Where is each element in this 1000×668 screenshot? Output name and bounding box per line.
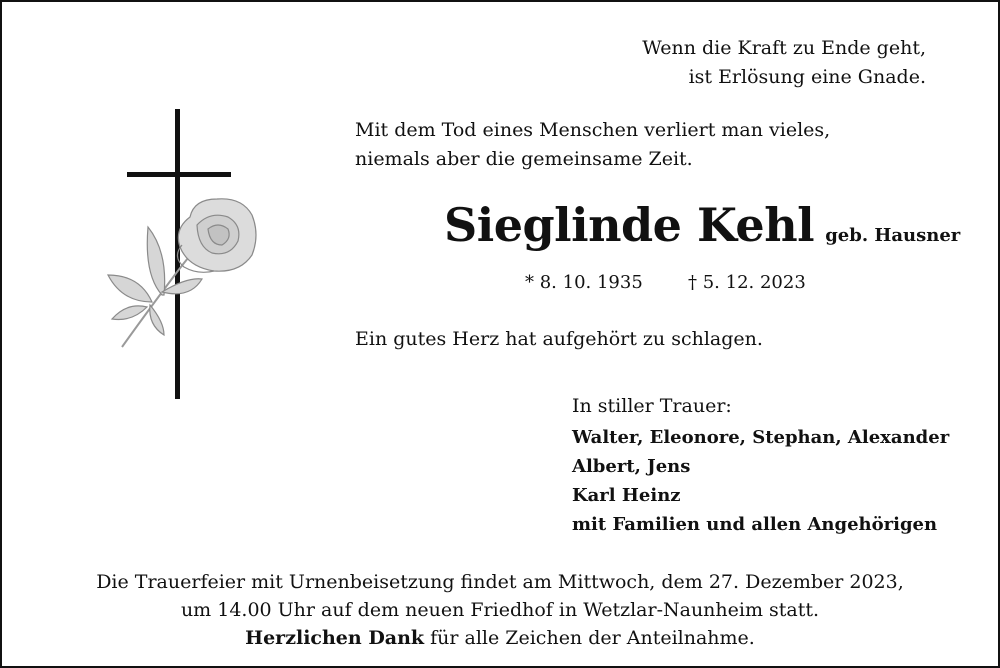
thanks-rest: für alle Zeichen der Anteilnahme. bbox=[424, 627, 755, 649]
intro-line-2: niemals aber die gemeinsame Zeit. bbox=[355, 148, 693, 170]
mourners-names bbox=[572, 423, 949, 539]
death-date: † 5. 12. 2023 bbox=[688, 272, 806, 293]
intro-quote bbox=[355, 116, 830, 174]
heart-line: Ein gutes Herz hat aufgehört zu schlagen. bbox=[355, 328, 763, 350]
motto bbox=[642, 34, 926, 92]
maiden-name: geb. Hausner bbox=[825, 225, 961, 246]
mourner-line: Karl Heinz bbox=[572, 485, 681, 506]
intro-line-1: Mit dem Tod eines Menschen verliert man vieles, bbox=[355, 119, 831, 141]
mourner-line: mit Familien und allen Angehörigen bbox=[572, 514, 938, 535]
mourner-line: Albert, Jens bbox=[572, 456, 691, 477]
mourners-label: In stiller Trauer: bbox=[572, 395, 732, 417]
cross-with-rose bbox=[102, 107, 267, 402]
mourner-line: Walter, Eleonore, Stephan, Alexander bbox=[572, 427, 950, 448]
thanks-bold: Herzlichen Dank bbox=[245, 627, 425, 649]
service-line-1: Die Trauerfeier mit Urnenbeisetzung findet am Mittwoch, dem 27. Dezember 2023, bbox=[96, 571, 904, 593]
birth-date: * 8. 10. 1935 bbox=[525, 272, 643, 293]
deceased-name: Sieglinde Kehl bbox=[444, 198, 815, 252]
service-line-2: um 14.00 Uhr auf dem neuen Friedhof in Wetzlar-Naunheim statt. bbox=[180, 599, 820, 621]
rose-icon bbox=[108, 199, 256, 347]
motto-line-2: ist Erlösung eine Gnade. bbox=[688, 66, 926, 88]
motto-line-1: Wenn die Kraft zu Ende geht, bbox=[642, 37, 926, 59]
service-info bbox=[2, 568, 998, 652]
deceased-name-line bbox=[444, 198, 960, 252]
mourners-block bbox=[572, 392, 949, 539]
thanks-line bbox=[2, 624, 998, 652]
